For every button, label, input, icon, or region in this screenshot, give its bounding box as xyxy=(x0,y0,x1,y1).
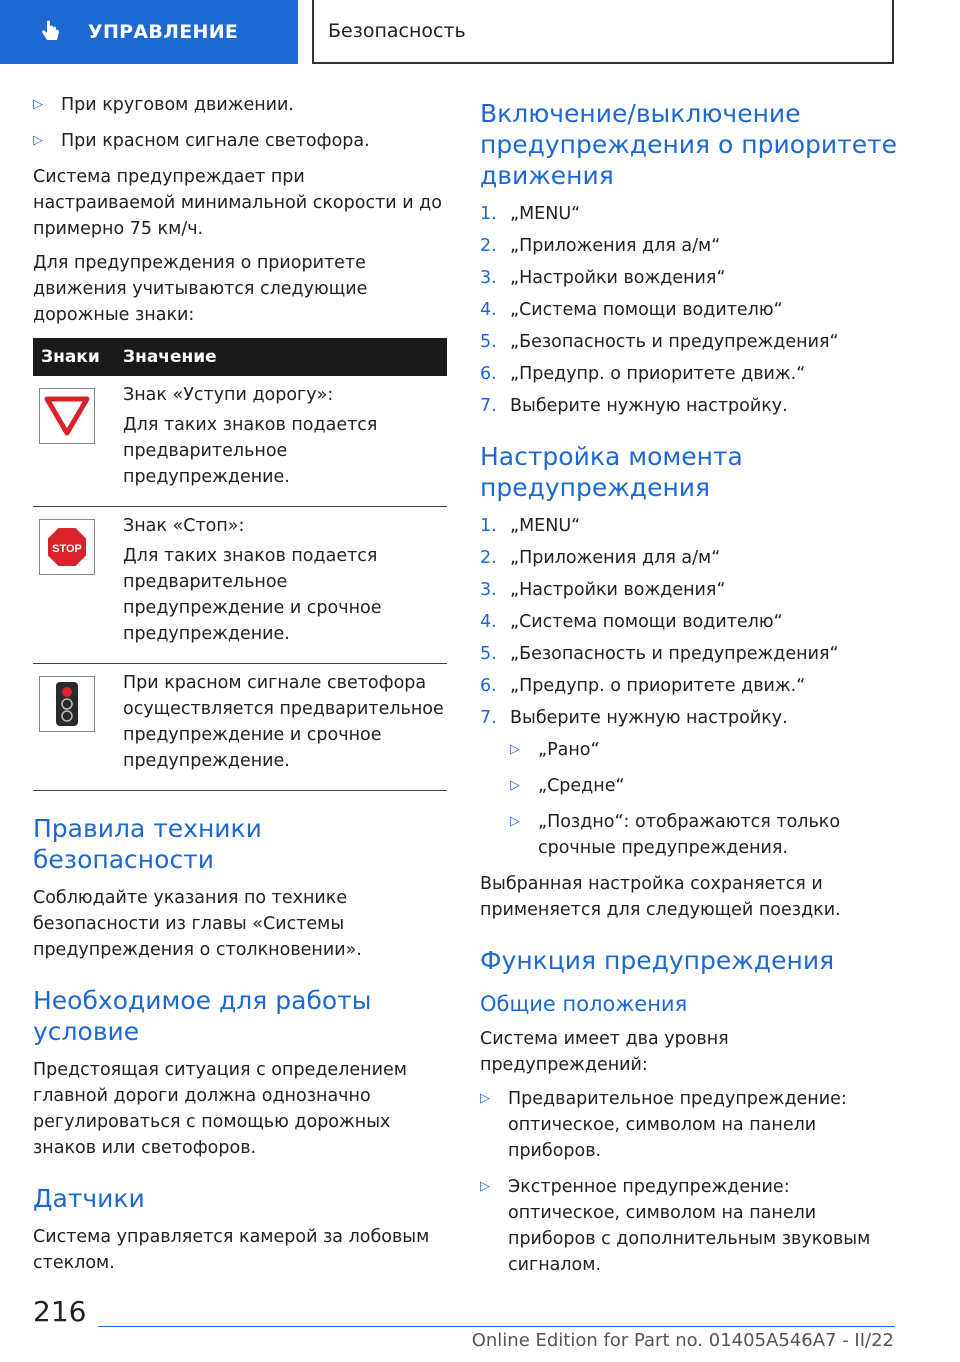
list-item: 1. „MENU“ xyxy=(480,516,581,536)
paragraph: Предстоящая ситуация с определением главной дороги должна однозначно регулироваться с помощью дорожных знаков или светофоров. xyxy=(33,1060,407,1158)
paragraph: Система предупреждает при настраиваемой минимальной скорости и до примерно 75 км/ч. xyxy=(33,167,442,239)
right-column xyxy=(480,92,900,1288)
conditions-heading: Необходимое для работы условие xyxy=(33,986,372,1046)
chapter-title: Безопасность xyxy=(328,20,466,42)
list-item: 3. „Настройки вождения“ xyxy=(480,580,726,600)
paragraph: Система имеет два уровня предупреждений: xyxy=(480,1029,729,1075)
chapter-header xyxy=(312,0,894,64)
hand-pointer-icon xyxy=(38,19,64,45)
safety-heading: Правила техники безопасности xyxy=(33,814,262,874)
signs-table xyxy=(33,338,447,791)
svg-text:STOP: STOP xyxy=(52,543,82,555)
traffic-light-icon xyxy=(39,676,95,732)
sensors-heading: Датчики xyxy=(33,1184,145,1213)
list-item: 5. „Безопасность и предупреждения“ xyxy=(480,644,839,664)
timing-heading: Настройка момента предупреждения xyxy=(480,442,743,502)
list-item: 2. „Приложения для а/м“ xyxy=(480,236,721,256)
list-item: ▷ Экстренное предупреждение: оптическое, символом на панели приборов с дополнительным звуковым сигналом. xyxy=(480,1174,900,1278)
list-item: 7. Выберите нужную настройку. xyxy=(480,708,788,728)
list-item: 1. „MENU“ xyxy=(480,204,581,224)
page-number: 216 xyxy=(33,1295,87,1328)
triangle-bullet-icon: ▷ xyxy=(480,1091,490,1106)
stop-sign-icon xyxy=(39,519,95,575)
table-row: При красном сигнале светофора осуществляется предварительное предупреждение и срочное предупреждение. xyxy=(33,664,447,791)
list-item: ▷ „Поздно“: отображаются только срочные предупреждения. xyxy=(510,809,900,861)
table-row: Знак «Уступи дорогу»: Для таких знаков подается предварительное предупреждение. xyxy=(33,376,447,507)
edition-note: Online Edition for Part no. 01405A546A7 - II/22 xyxy=(471,1330,894,1351)
list-item: ▷ „Средне“ xyxy=(510,773,900,799)
paragraph: Соблюдайте указания по технике безопасности из главы «Системы предупреждения о столкновении». xyxy=(33,888,362,960)
list-item: ▷ При круговом движении. xyxy=(33,92,447,118)
timing-steps xyxy=(480,513,900,731)
triangle-bullet-icon: ▷ xyxy=(33,97,43,112)
onoff-heading: Включение/выключение предупреждения о приоритете движения xyxy=(480,99,898,190)
triangle-bullet-icon: ▷ xyxy=(510,778,520,793)
triangle-bullet-icon: ▷ xyxy=(510,814,520,829)
paragraph: Для предупреждения о приоритете движения учитываются следующие дорожные знаки: xyxy=(33,253,368,325)
yield-sign-icon xyxy=(39,388,95,444)
triangle-bullet-icon: ▷ xyxy=(480,1179,490,1194)
list-item: 2. „Приложения для а/м“ xyxy=(480,548,721,568)
list-item: 7. Выберите нужную настройку. xyxy=(480,396,788,416)
general-heading: Общие положения xyxy=(480,992,688,1016)
section-label: УПРАВЛЕНИЕ xyxy=(88,21,239,43)
triangle-bullet-icon: ▷ xyxy=(510,742,520,757)
table-header-signs: Знаки xyxy=(33,338,115,376)
paragraph: Система управляется камерой за лобовым стеклом. xyxy=(33,1227,430,1273)
triangle-bullet-icon: ▷ xyxy=(33,133,43,148)
list-item: ▷ При красном сигнале светофора. xyxy=(33,128,447,154)
paragraph: Выбранная настройка сохраняется и применяется для следующей поездки. xyxy=(480,874,841,920)
list-item: 3. „Настройки вождения“ xyxy=(480,268,726,288)
table-header-meaning: Значение xyxy=(115,338,447,376)
section-tab[interactable] xyxy=(0,0,298,64)
list-item: 6. „Предупр. о приоритете движ.“ xyxy=(480,676,806,696)
left-column xyxy=(33,92,447,1284)
list-item: ▷ „Рано“ xyxy=(510,737,900,763)
list-item: ▷ Предварительное предупреждение: оптическое, символом на панели приборов. xyxy=(480,1086,900,1164)
onoff-steps xyxy=(480,201,900,419)
list-item: 4. „Система помощи водителю“ xyxy=(480,612,783,632)
list-item: 6. „Предупр. о приоритете движ.“ xyxy=(480,364,806,384)
list-item: 5. „Безопасность и предупреждения“ xyxy=(480,332,839,352)
footer-divider xyxy=(98,1326,895,1327)
function-heading: Функция предупреждения xyxy=(480,946,835,975)
list-item: 4. „Система помощи водителю“ xyxy=(480,300,783,320)
table-row: STOP Знак «Стоп»: Для таких знаков подается предварительное предупреждение и срочное предупреждение. xyxy=(33,507,447,664)
